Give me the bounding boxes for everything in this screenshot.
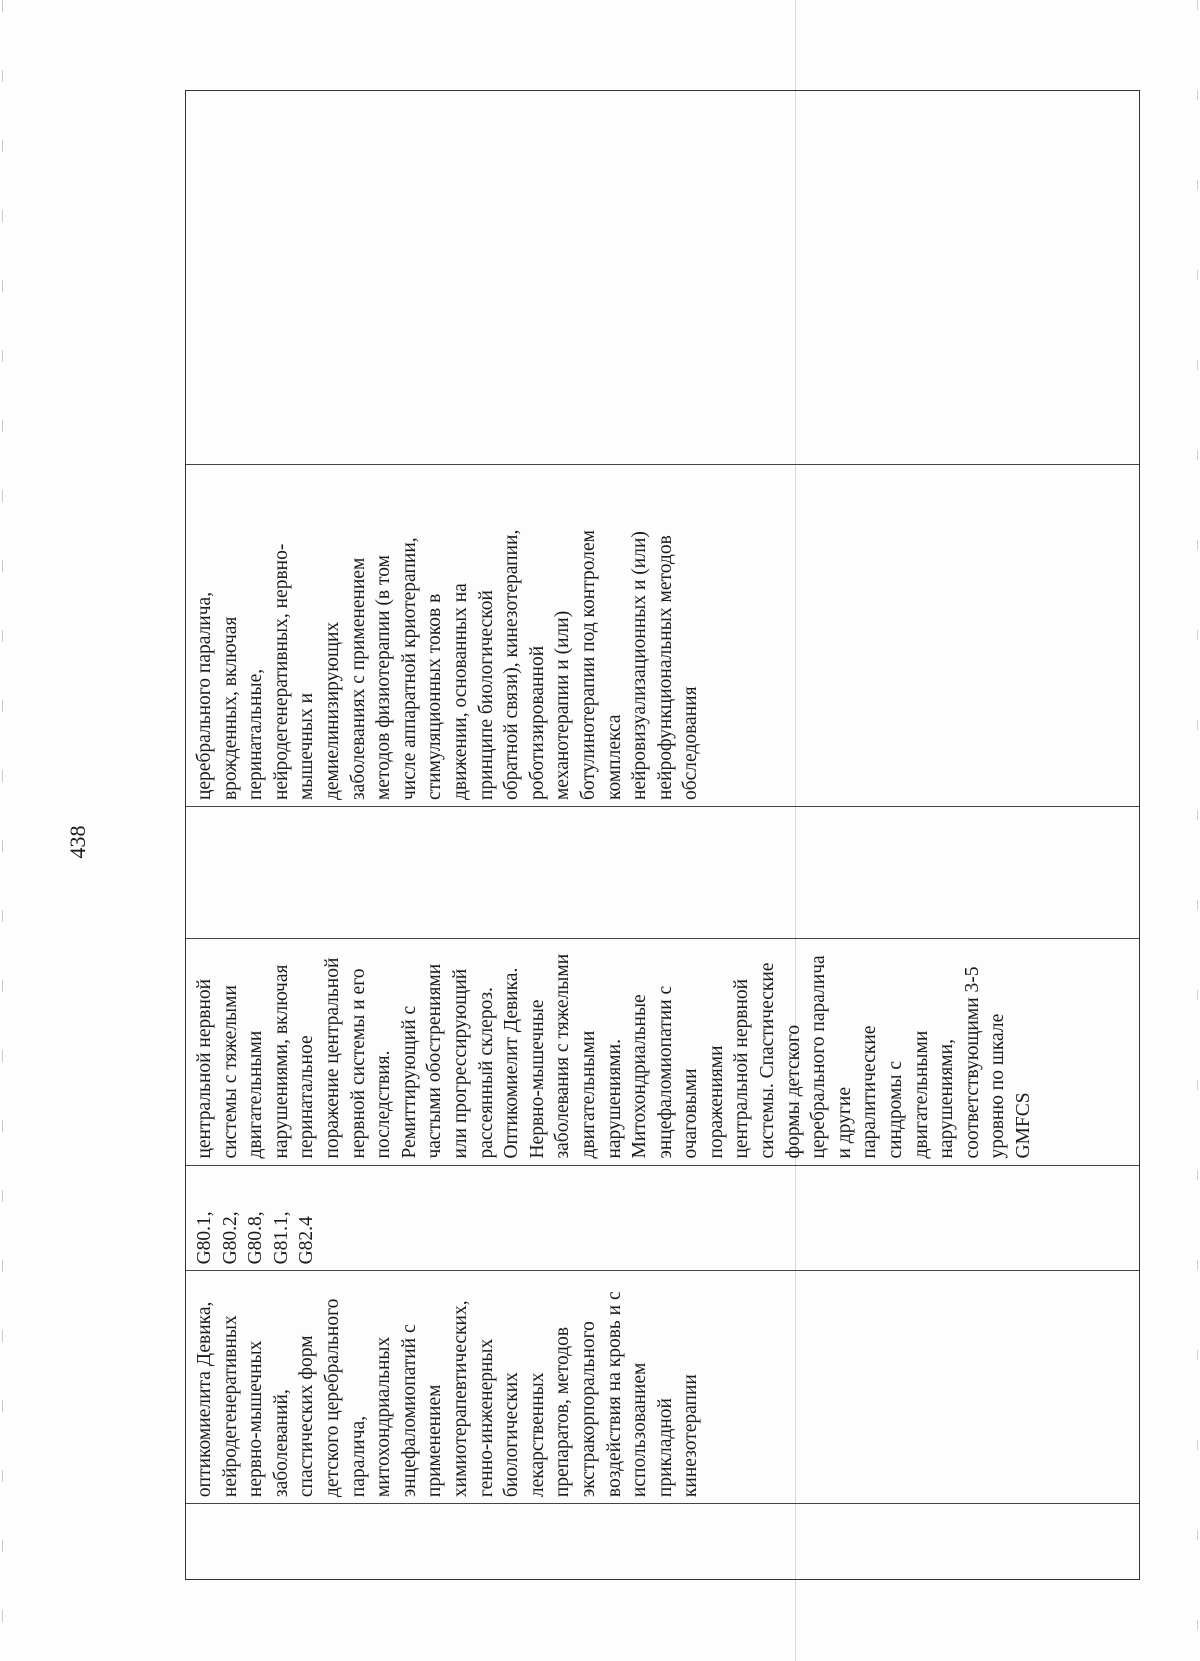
treatment-table	[185, 90, 1140, 1580]
table-wrapper	[185, 90, 1140, 1580]
table-cell-empty-2	[186, 806, 1139, 938]
table-cell-empty-3	[186, 91, 1139, 464]
table-cell-rehabilitation-methods: церебрального паралича, врожденных, включая перинатальные, нейродегенеративных, нервно- мышечных и демиелинизирующих заболеваниях с применением методов физиотерапии (в том числе аппаратной криотерапии, стимуляционных токов в движении, основанных на принципе биологической обратной связи), кинезотерапии, роботизированной механотерапии и (или) ботулинотерапии под контролем комплекса нейровизуализационных и (или) нейрофункциональных методов обследования	[186, 465, 1139, 807]
table-cell-empty-1	[186, 1503, 1139, 1579]
table-cell-diagnosis: центральной нервной системы с тяжелыми двигательными нарушениями, включая перинатальное поражение центральной нервной системы и его последствия. Ремиттирующий с частыми обострениями или прогрессирующий рассеянный склероз. Оптикомиелит Девика. Нервно-мышечные заболевания с тяжелыми двигательными нарушениями. Митохондриальные энцефаломиопатии с очаговыми поражениями центральной нервной системы. Спастические формы детского церебрального паралича и другие паралитические синдромы с двигательными нарушениями, соответствующими 3-5 уровню по шкале GMFCS	[186, 938, 1139, 1165]
table-cell-icd-codes: G80.1, G80.2, G80.8, G81.1, G82.4	[186, 1165, 1139, 1271]
page-number: 438	[65, 825, 90, 859]
table-cell-treatment-methods: оптикомиелита Девика, нейродегенеративных нервно-мышечных заболеваний, спастических форм детского церебрального паралича, митохондриальных энцефаломиопатий с применением химиотерапевтических, генно-инженерных биологических лекарственных препаратов, методов экстракорпорального воздействия на кровь и с использованием прикладной кинезотерапии	[186, 1270, 1139, 1503]
scan-artifact-left	[2, 0, 3, 1661]
scan-artifact-right	[1197, 0, 1198, 1661]
